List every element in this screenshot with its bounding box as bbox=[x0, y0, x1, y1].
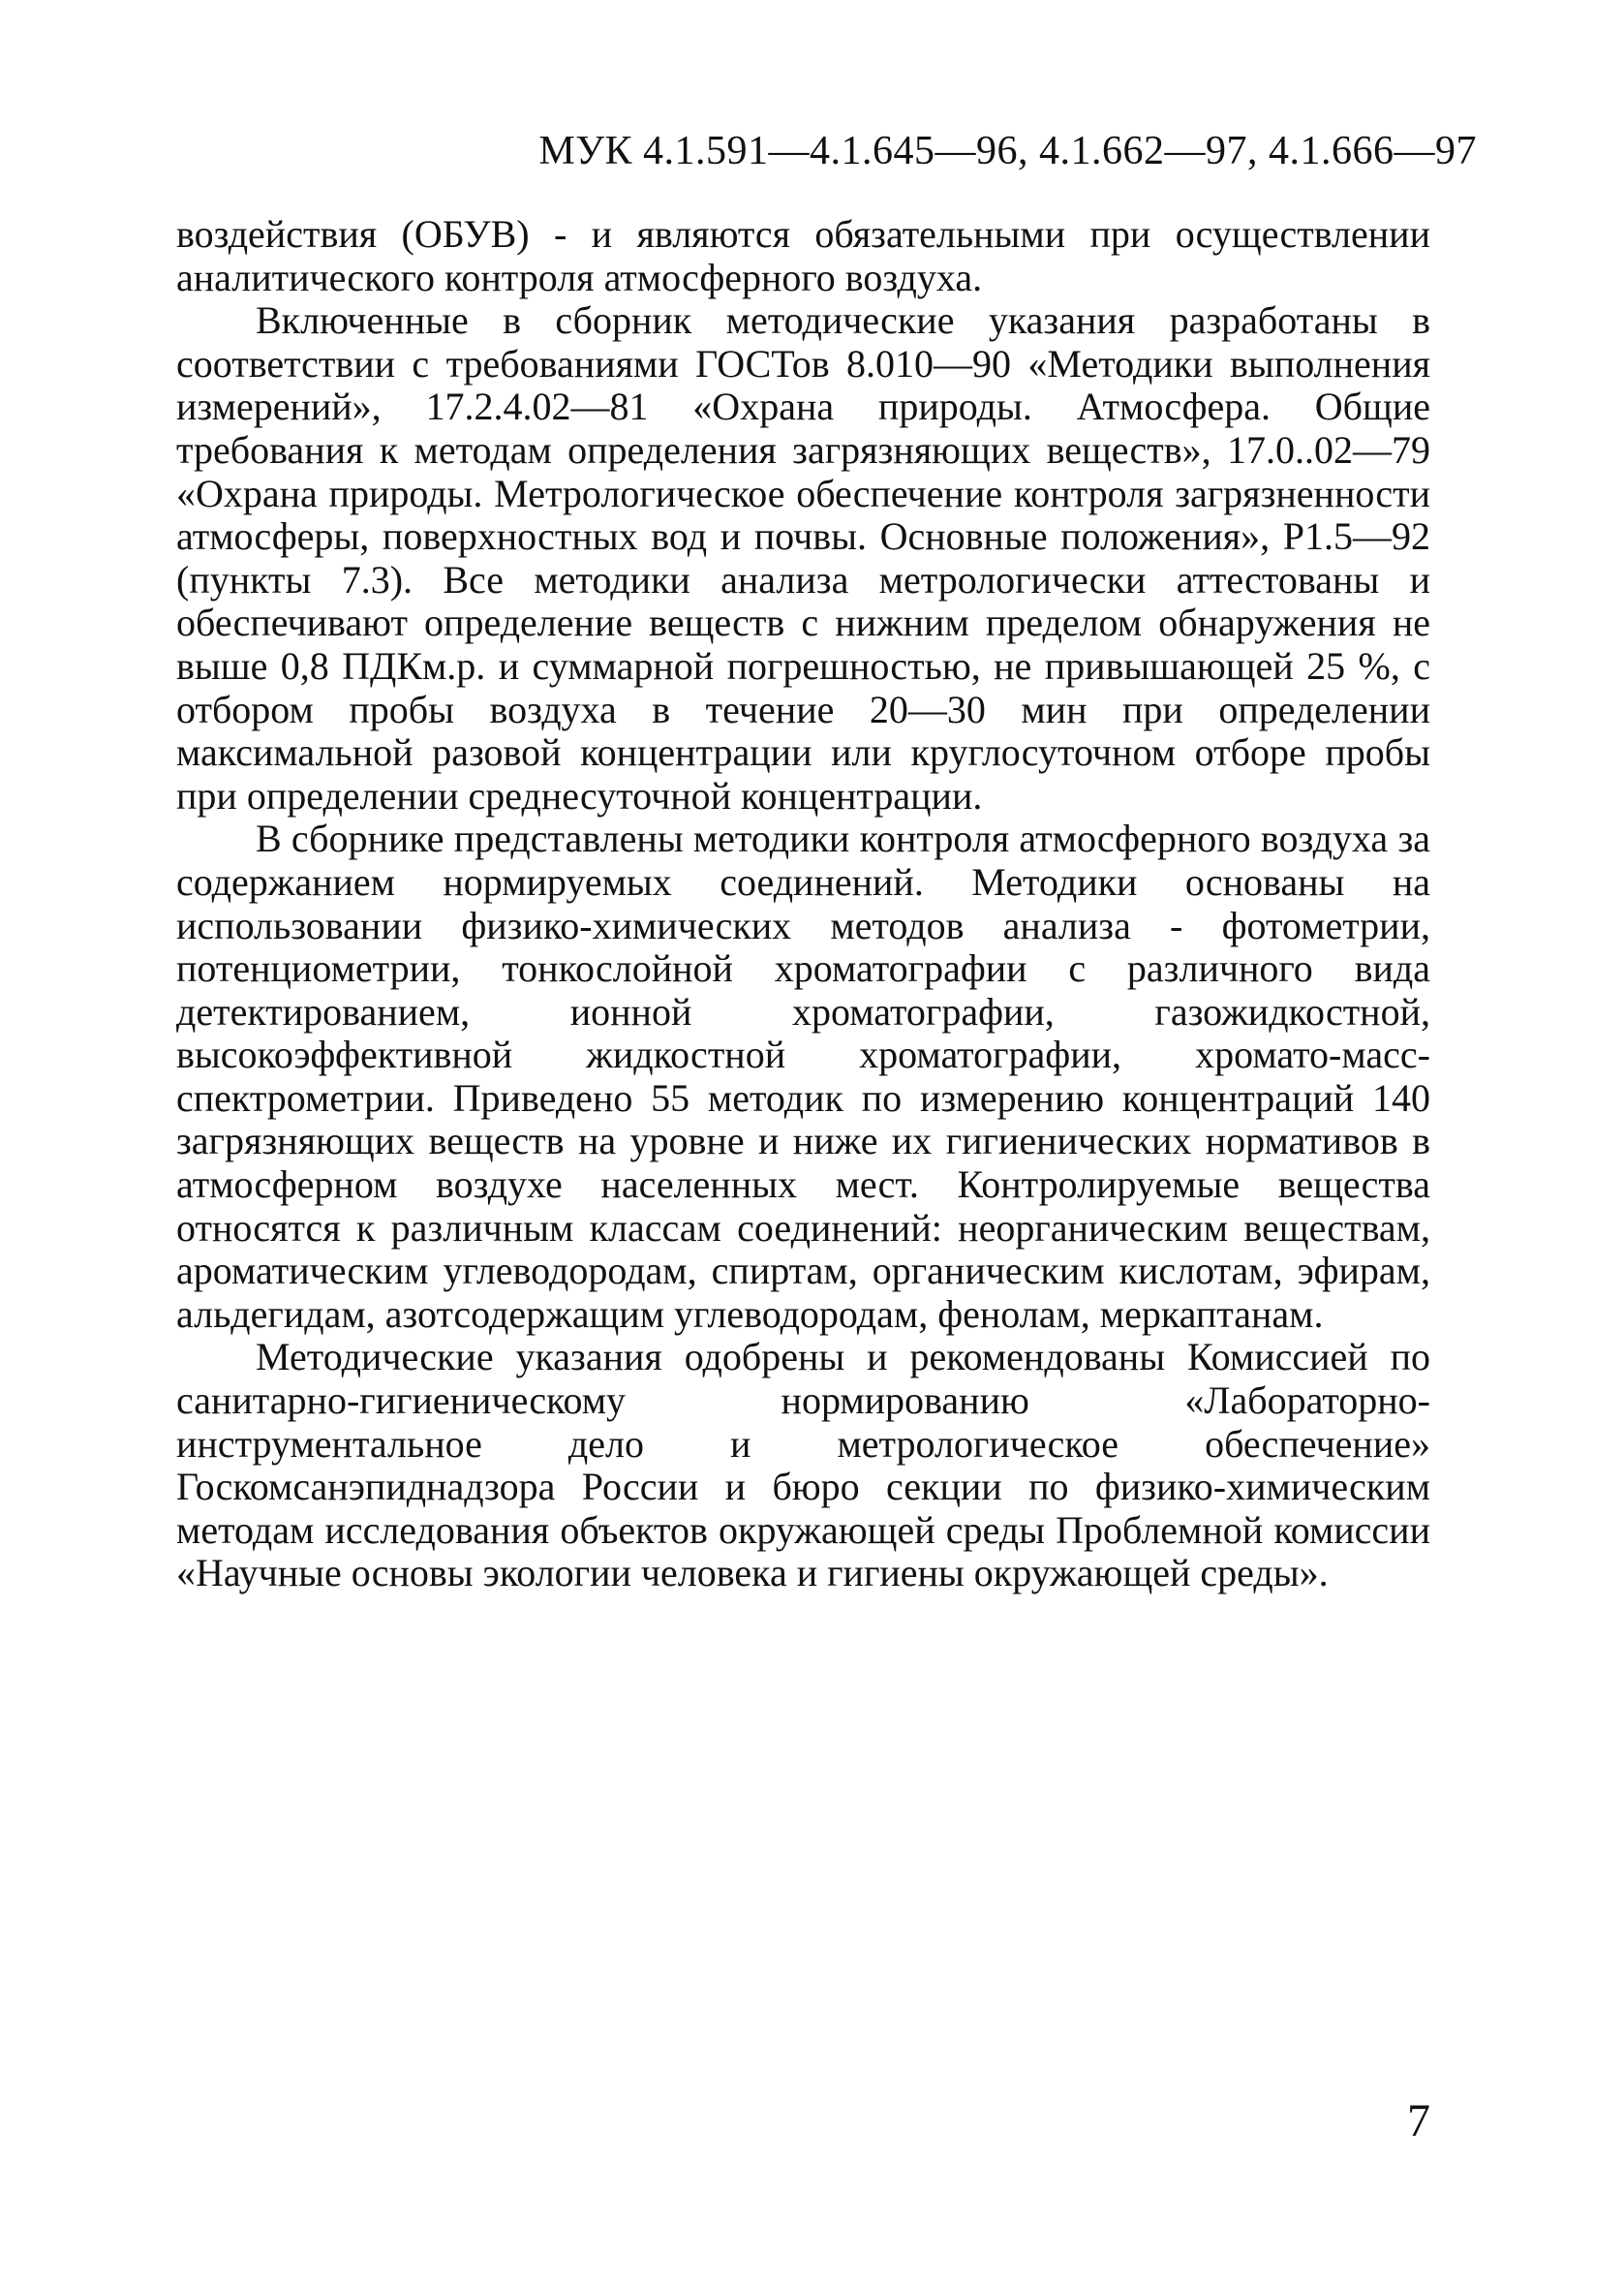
paragraph-approval: Методические указания одобрены и рекомендованы Комиссией по санитарно-гигиеническому нормированию «Лабораторно-инструментальное дело и метрологическое обеспечение» Госкомсанэпиднадзора России и бюро секции по физико-химическим методам исследования объектов окружающей среды Проблемной комиссии «Научные основы экологии человека и гигиены окружающей среды». bbox=[176, 1335, 1430, 1595]
page-number: 7 bbox=[1407, 2095, 1430, 2147]
paragraph-continuation: воздействия (ОБУВ) - и являются обязательными при осуществлении аналитического контроля атмосферного воздуха. bbox=[176, 212, 1430, 299]
paragraph-collection-contents: В сборнике представлены методики контроля атмосферного воздуха за содержанием нормируемых соединений. Методики основаны на использовании физико-химических методов анализа - фотометрии, потенциометрии, тонкослойной хроматографии с различного вида детектированием, ионной хроматографии, газожидкостной, высокоэффективной жидкостной хроматографии, хромато-масс-спектрометрии. Приведено 55 методик по измерению концентраций 140 загрязняющих веществ на уровне и ниже их гигиенических нормативов в атмосферном воздухе населенных мест. Контролируемые вещества относятся к различным классам соединений: неорганическим веществам, ароматическим углеводородам, спиртам, органическим кислотам, эфирам, альдегидам, азотсодержащим углеводородам, фенолам, меркаптанам. bbox=[176, 817, 1430, 1336]
body-text bbox=[176, 213, 1430, 1595]
paragraph-methodology-compliance: Включенные в сборник методические указания разработаны в соответствии с требованиями ГОСТов 8.010—90 «Методики выполнения измерений», 17.2.4.02—81 «Охрана природы. Атмосфера. Общие требования к методам определения загрязняющих веществ», 17.0..02—79 «Охрана природы. Метрологическое обеспечение контроля загрязненности атмосферы, поверхностных вод и почвы. Основные положения», Р1.5—92 (пункты 7.3). Все методики анализа метрологически аттестованы и обеспечивают определение веществ с нижним пределом обнаружения не выше 0,8 ПДКм.р. и суммарной погрешностью, не привышающей 25 %, с отбором пробы воздуха в течение 20—30 мин при определении максимальной разовой концентрации или круглосуточном отборе пробы при определении среднесуточной концентрации. bbox=[176, 298, 1430, 818]
page-header-document-code: МУК 4.1.591—4.1.645—96, 4.1.662—97, 4.1.666—97 bbox=[538, 129, 1477, 173]
